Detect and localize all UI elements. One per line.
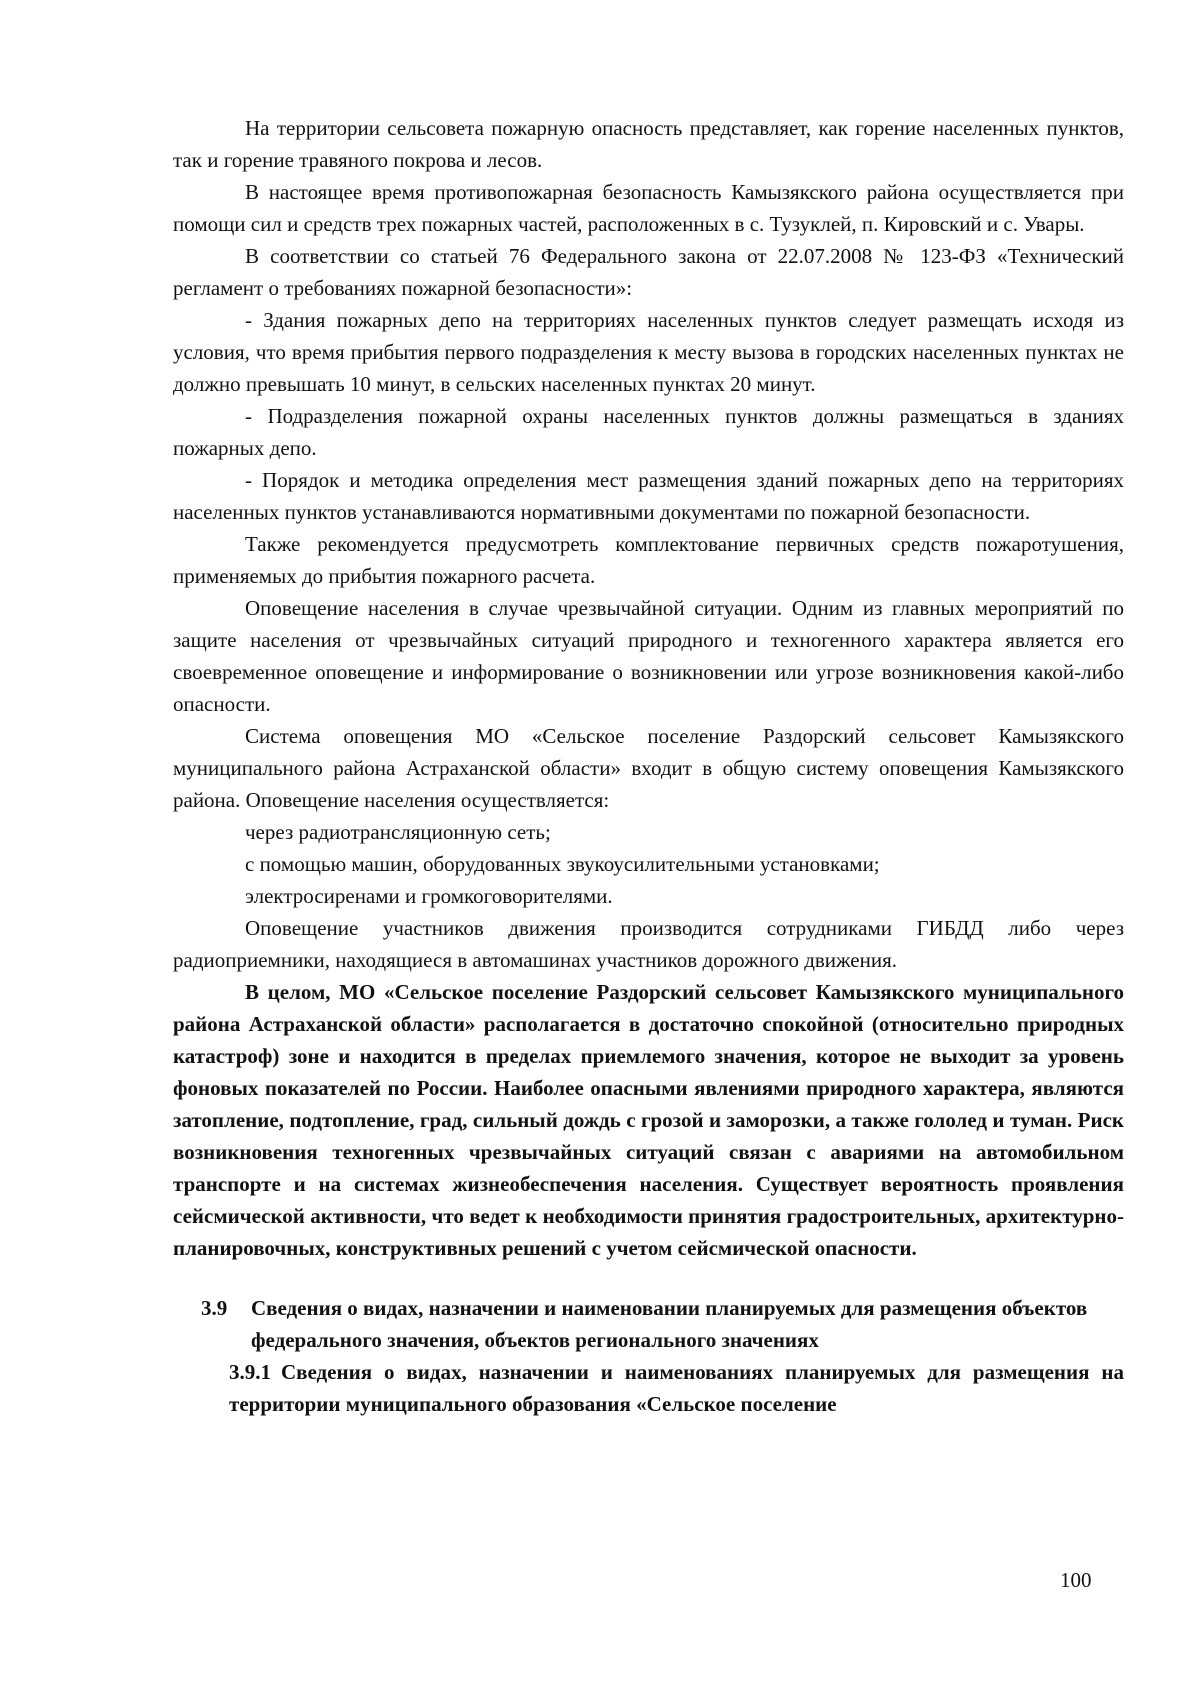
subsection-title: Сведения о видах, назначении и наименованиях планируемых для размещения на территории муниципального образования «Сельское поселение: [229, 1360, 1124, 1416]
paragraph-warning-system: Система оповещения МО «Сельское поселение Раздорский сельсовет Камызякского муниципального района Астраханской области» входит в общую систему оповещения Камызякского района. Оповещение населения осуществляется:: [173, 724, 1124, 812]
subsection-heading-3-9-1: [173, 1356, 1124, 1420]
paragraph-fire-units-location: - Подразделения пожарной охраны населенных пунктов должны размещаться в зданиях пожарных депо.: [173, 404, 1124, 460]
paragraph-depot-placement: - Здания пожарных депо на территориях населенных пунктов следует размещать исходя из условия, что время прибытия первого подразделения к месту вызова в городских населенных пунктах не должно превышать 10 минут, в сельских населенных пунктах 20 минут.: [173, 308, 1124, 396]
paragraph-fire-danger: На территории сельсовета пожарную опасность представляет, как горение населенных пунктов, так и горение травяного покрова и лесов.: [173, 116, 1124, 172]
list-item: электросиренами и громкоговорителями.: [245, 884, 613, 908]
paragraph-traffic-warning: Оповещение участников движения производится сотрудниками ГИБДД либо через радиоприемники, находящиеся в автомашинах участников дорожного движения.: [173, 916, 1124, 972]
paragraph-population-warning: Оповещение населения в случае чрезвычайной ситуации. Одним из главных мероприятий по защите населения от чрезвычайных ситуаций природного и техногенного характера является его своевременное оповещение и информирование о возникновении или угрозе возникновения какой-либо опасности.: [173, 596, 1124, 716]
paragraph-depot-methodology: - Порядок и методика определения мест размещения зданий пожарных депо на территориях населенных пунктов устанавливаются нормативными документами по пожарной безопасности.: [173, 468, 1124, 524]
list-item: через радиотрансляционную сеть;: [245, 820, 551, 844]
subsection-number: 3.9.1: [229, 1360, 271, 1384]
page-number: 100: [1060, 1568, 1092, 1592]
paragraph-federal-law: В соответствии со статьей 76 Федерального закона от 22.07.2008 № 123-ФЗ «Технический регламент о требованиях пожарной безопасности»:: [173, 244, 1124, 300]
list-item: с помощью машин, оборудованных звукоусилительными установками;: [245, 852, 880, 876]
paragraph-summary-bold: В целом, МО «Сельское поселение Раздорский сельсовет Камызякского муниципального района Астраханской области» располагается в достаточно спокойной (относительно природных катастроф) зоне и находится в пределах приемлемого значения, которое не выходит за уровень фоновых показателей по России. Наиболее опасными явлениями природного характера, являются затопление, подтопление, град, сильный дождь с грозой и заморозки, а также гололед и туман. Риск возникновения техногенных чрезвычайных ситуаций связан с авариями на автомобильном транспорте и на системах жизнеобеспечения населения. Существует вероятность проявления сейсмической активности, что ведет к необходимости принятия градостроительных, архитектурно-планировочных, конструктивных решений с учетом сейсмической опасности.: [173, 980, 1124, 1260]
paragraph-primary-means: Также рекомендуется предусмотреть комплектование первичных средств пожаротушения, применяемых до прибытия пожарного расчета.: [173, 532, 1124, 588]
section-number: 3.9: [201, 1296, 228, 1320]
paragraph-fire-safety-units: В настоящее время противопожарная безопасность Камызякского района осуществляется при помощи сил и средств трех пожарных частей, расположенных в с. Тузуклей, п. Кировский и с. Увары.: [173, 180, 1124, 236]
section-title: Сведения о видах, назначении и наименовании планируемых для размещения объектов федерального значения, объектов регионального значениях: [251, 1296, 1088, 1352]
document-page: [173, 112, 1124, 1420]
section-heading-3-9: [173, 1292, 1124, 1356]
